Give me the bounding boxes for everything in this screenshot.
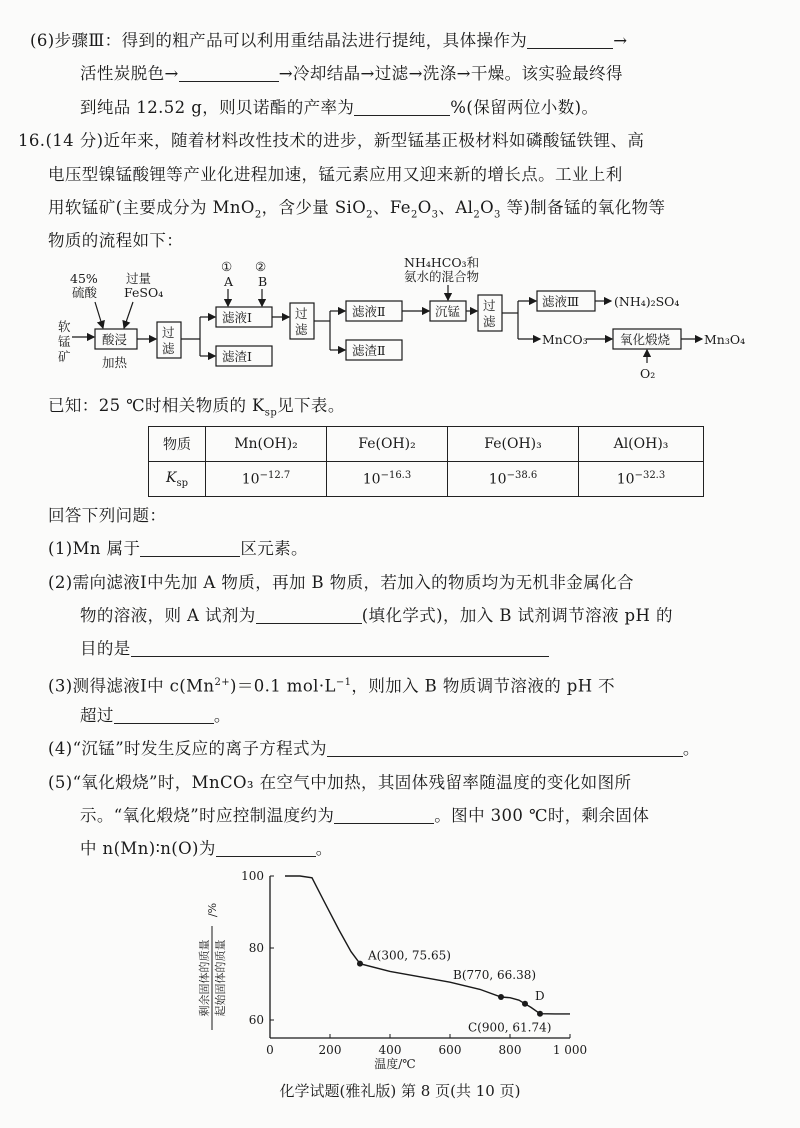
t: 2 xyxy=(473,209,481,221)
table-cell xyxy=(448,462,579,497)
point-label-D: D xyxy=(535,988,545,1003)
point-B xyxy=(498,994,504,1000)
y-axis-label-bottom: 起始固体的质量 xyxy=(214,939,227,1017)
t: O xyxy=(417,198,432,217)
t: −32.3 xyxy=(634,470,666,482)
t: 3 xyxy=(494,209,501,221)
t: 等)制备锰的氧化物等 xyxy=(500,198,666,217)
text: →冷却结晶→过滤→洗涤→干燥。该实验最终得 xyxy=(278,64,623,83)
t: 2 xyxy=(410,209,418,221)
feso4-qty: 过量 xyxy=(126,271,152,286)
t: 、Al xyxy=(438,198,474,217)
q16-intro-line3 xyxy=(48,197,665,226)
residue-curve xyxy=(285,876,570,1014)
q1-line xyxy=(48,538,308,560)
point-A xyxy=(357,961,363,967)
t: 10 xyxy=(241,471,260,488)
reagent-b: B xyxy=(258,274,268,289)
residue-rate-chart xyxy=(190,868,590,1078)
t: sp xyxy=(264,407,278,419)
filter-step: 过 xyxy=(162,325,175,340)
acid-concentration: 45% xyxy=(70,271,98,286)
t: −1 xyxy=(335,677,352,688)
filter-step: 滤 xyxy=(483,314,496,329)
t: (4)“沉锰”时发生反应的离子方程式为 xyxy=(48,739,327,758)
point-label-A: A(300, 75.65) xyxy=(368,948,451,963)
q15-6-line1 xyxy=(30,30,627,52)
y-tick-label: 80 xyxy=(248,941,264,955)
t: −16.3 xyxy=(380,470,412,482)
table-row xyxy=(149,462,704,497)
y-tick-label: 60 xyxy=(248,1013,264,1027)
t: 见下表。 xyxy=(277,396,345,415)
t: 物的溶液，则 A 试剂为 xyxy=(80,606,256,625)
q3-line1 xyxy=(48,672,615,698)
acid-name: 硫酸 xyxy=(72,285,98,300)
q4-line xyxy=(48,738,700,760)
q2-line1: (2)需向滤液Ⅰ中先加 A 物质，再加 B 物质，若加入的物质均为无机非金属化合 xyxy=(48,573,634,592)
t: )＝0.1 mol·L xyxy=(229,676,336,696)
answer-blank[interactable] xyxy=(256,607,362,624)
mixture-label: 氨水的混合物 xyxy=(404,269,480,284)
ksp-table xyxy=(148,426,704,497)
text: %(保留两位小数)。 xyxy=(450,98,599,117)
filter-step: 过 xyxy=(295,306,308,321)
q2-line3 xyxy=(80,638,549,660)
t: 示。“氧化煅烧”时应控制温度约为 xyxy=(80,806,335,825)
t: O xyxy=(480,198,495,217)
filter-step: 滤 xyxy=(162,341,175,356)
t: 。 xyxy=(682,739,700,758)
x-tick-label: 600 xyxy=(438,1043,462,1057)
filtrate-3: 滤液Ⅲ xyxy=(542,294,580,309)
t: 。 xyxy=(315,839,333,858)
reagent-a: A xyxy=(224,274,234,289)
table-cell: Fe(OH)₃ xyxy=(448,427,579,462)
x-tick-label: 1 000 xyxy=(552,1043,588,1057)
feso4-name: FeSO₄ xyxy=(124,285,164,300)
point-label-C: C(900, 61.74) xyxy=(468,1020,552,1035)
t: ，则加入 B 物质调节溶液的 pH 不 xyxy=(351,676,616,696)
point-D xyxy=(522,1001,528,1007)
q3-line2 xyxy=(80,705,231,727)
t: (3)测得滤液Ⅰ中 c(Mn xyxy=(48,676,215,696)
t: −12.7 xyxy=(259,470,291,482)
point-C xyxy=(537,1011,543,1017)
table-cell xyxy=(149,462,206,497)
t: sp xyxy=(176,477,188,489)
answer-blank[interactable] xyxy=(140,540,240,557)
t: (填化学式)，加入 B 试剂调节溶液 pH 的 xyxy=(361,606,673,625)
answer-blank[interactable] xyxy=(114,707,214,724)
q5-line3 xyxy=(80,838,333,860)
mixture-label: NH₄HCO₃和 xyxy=(404,255,480,270)
t: K xyxy=(165,469,177,486)
t: 中 n(Mn)∶n(O)为 xyxy=(80,839,216,858)
x-tick-label: 0 xyxy=(266,1043,274,1057)
answer-prompt: 回答下列问题： xyxy=(48,506,167,525)
text: 活性炭脱色→ xyxy=(80,64,179,83)
mnco3-product: MnCO₃ xyxy=(542,332,588,347)
ore-char: 矿 xyxy=(58,349,71,364)
x-tick-label: 800 xyxy=(498,1043,522,1057)
answer-blank[interactable] xyxy=(334,807,434,824)
table-cell: 物质 xyxy=(149,427,206,462)
step-2-marker: ② xyxy=(255,259,267,274)
filter-step: 滤 xyxy=(295,322,308,337)
step-1-marker: ① xyxy=(221,259,233,274)
y-tick-label: 100 xyxy=(241,869,264,883)
t: 10 xyxy=(616,471,635,488)
table-cell xyxy=(579,462,704,497)
x-tick-label: 200 xyxy=(318,1043,342,1057)
q2-line2 xyxy=(80,605,673,627)
x-tick-label: 400 xyxy=(378,1043,402,1057)
t: 10 xyxy=(488,471,507,488)
t: −38.6 xyxy=(506,470,538,482)
answer-blank[interactable] xyxy=(179,65,279,82)
process-flowchart xyxy=(0,255,800,385)
t: 2 xyxy=(254,209,262,221)
y-axis-label-top: 剩余固体的质量 xyxy=(198,939,211,1017)
answer-blank[interactable] xyxy=(354,99,450,116)
t: 目的是 xyxy=(80,639,131,658)
q5-line1: (5)“氧化煅烧”时，MnCO₃ 在空气中加热，其固体残留率随温度的变化如图所 xyxy=(48,773,632,792)
t: 用软锰矿(主要成分为 MnO xyxy=(48,198,255,217)
q16-intro-line2: 电压型镍锰酸锂等产业化进程加速，锰元素应用又迎来新的增长点。工业上利 xyxy=(48,165,623,184)
table-cell xyxy=(206,462,327,497)
known-line xyxy=(48,395,345,424)
text: 到纯品 12.52 g，则贝诺酯的产率为 xyxy=(80,98,355,117)
answer-blank[interactable] xyxy=(131,640,549,657)
precipitation-step: 沉锰 xyxy=(435,304,461,319)
t: 区元素。 xyxy=(240,539,308,558)
q16-intro-line4: 物质的流程如下： xyxy=(48,231,184,250)
t: 。图中 300 ℃时，剩余固体 xyxy=(434,806,650,825)
x-axis-label: 温度/℃ xyxy=(374,1057,416,1071)
t: 超过 xyxy=(80,706,114,725)
table-cell: Al(OH)₃ xyxy=(579,427,704,462)
table-cell xyxy=(327,462,448,497)
page-footer: 化学试题(雅礼版) 第 8 页(共 10 页) xyxy=(279,1082,521,1100)
residue-2: 滤渣Ⅱ xyxy=(352,343,386,358)
t: 3 xyxy=(431,209,439,221)
table-cell: Fe(OH)₂ xyxy=(327,427,448,462)
y-axis-unit: /% xyxy=(206,902,219,918)
t: (1)Mn 属于 xyxy=(48,539,141,558)
ore-char: 软 xyxy=(58,319,71,334)
t: 。 xyxy=(213,706,231,725)
answer-blank[interactable] xyxy=(216,840,316,857)
q5-line2 xyxy=(80,805,649,827)
answer-blank[interactable] xyxy=(527,32,613,49)
table-row xyxy=(149,427,704,462)
t: ，含少量 SiO xyxy=(261,198,367,217)
calcine-step: 氧化煅烧 xyxy=(620,332,671,347)
heat-label: 加热 xyxy=(102,355,128,370)
t: 2+ xyxy=(214,677,230,688)
point-label-B: B(770, 66.38) xyxy=(453,968,537,983)
filtrate-1: 滤液Ⅰ xyxy=(222,310,252,325)
filtrate-2: 滤液Ⅱ xyxy=(352,304,386,319)
t: 10 xyxy=(362,471,381,488)
mn3o4-product: Mn₃O₄ xyxy=(704,332,746,347)
table-cell: Mn(OH)₂ xyxy=(206,427,327,462)
t: 已知：25 ℃时相关物质的 K xyxy=(48,396,265,415)
ore-char: 锰 xyxy=(58,334,71,349)
q15-6-text: (6)步骤Ⅲ：得到的粗产品可以利用重结晶法进行提纯，具体操作为 xyxy=(30,31,528,50)
q15-6-line2 xyxy=(80,63,623,85)
leach-step: 酸浸 xyxy=(102,332,128,347)
filter-step: 过 xyxy=(483,298,496,313)
t: 2 xyxy=(366,209,373,221)
residue-1: 滤渣Ⅰ xyxy=(222,349,252,364)
oxygen-label: O₂ xyxy=(640,366,656,381)
q15-6-line3 xyxy=(80,97,598,119)
answer-blank[interactable] xyxy=(327,740,683,757)
q16-intro-line1: 16.(14 分)近年来，随着材料改性技术的进步，新型锰基正极材料如磷酸锰铁锂、高 xyxy=(18,131,645,150)
ammonium-sulfate: (NH₄)₂SO₄ xyxy=(614,294,680,309)
t: 、Fe xyxy=(372,198,411,217)
arrow: → xyxy=(613,31,628,50)
